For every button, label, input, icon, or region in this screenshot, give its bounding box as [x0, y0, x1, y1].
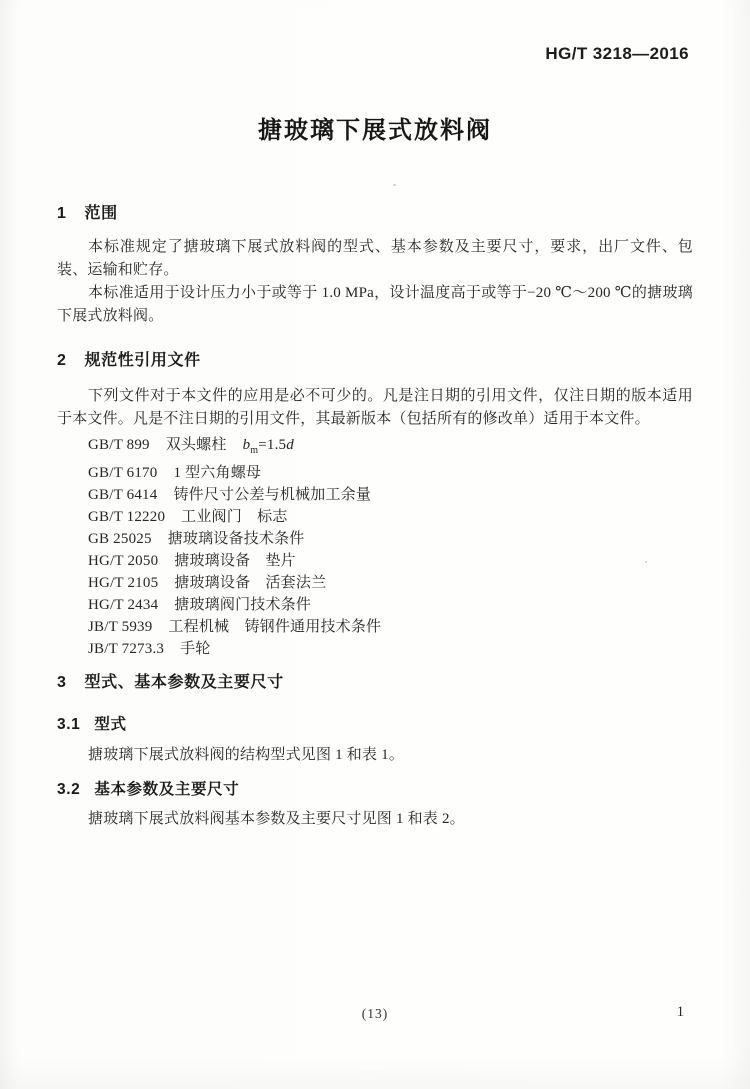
reference-item — [88, 594, 693, 616]
reference-item — [88, 484, 693, 506]
section-3-2-heading — [57, 777, 693, 799]
paragraph-references-intro: 下列文件对于本文件的应用是必不可少的。凡是注日期的引用文件，仅注日期的版本适用于本文件。凡是不注日期的引用文件，其最新版本（包括所有的修改单）适用于本文件。 — [57, 388, 693, 427]
paragraph-type-ref: 搪玻璃下展式放料阀的结构型式见图 1 和表 1。 — [88, 747, 405, 763]
section-title: 型式 — [94, 716, 127, 733]
section-3-heading — [57, 669, 693, 692]
reference-code: GB/T 899 — [88, 437, 150, 453]
reference-title: 搪玻璃设备 垫片 — [174, 553, 296, 569]
reference-formula: $b_m=1.5d$ — [242, 437, 294, 456]
reference-code: JB/T 7273.3 — [88, 641, 165, 657]
reference-title: 搪玻璃设备技术条件 — [167, 531, 305, 547]
section-number: 3.1 — [57, 716, 81, 733]
reference-item — [88, 638, 693, 660]
page-number: 1 — [676, 1004, 684, 1020]
scan-speck — [393, 184, 396, 186]
section-number: 3 — [57, 674, 67, 691]
footer-volume-number: (13) — [361, 1006, 389, 1021]
reference-item — [88, 616, 693, 638]
paragraph-scope-2: 本标准适用于设计压力小于或等于 1.0 MPa，设计温度高于或等于−20 ℃～200 ℃的搪玻璃下展式放料阀。 — [57, 285, 693, 324]
document-title: 搪玻璃下展式放料阀 — [258, 117, 492, 144]
reference-code: HG/T 2434 — [88, 597, 159, 613]
section-title: 型式、基本参数及主要尺寸 — [84, 674, 284, 691]
reference-title: 1 型六角螺母 — [173, 465, 262, 481]
reference-title: 工程机械 铸钢件通用技术条件 — [168, 619, 382, 635]
reference-item — [88, 462, 693, 484]
section-title: 基本参数及主要尺寸 — [94, 781, 240, 798]
reference-code: GB 25025 — [88, 531, 152, 547]
section-number: 1 — [57, 205, 67, 222]
section-1-heading — [57, 200, 693, 223]
paragraph-parameters-ref: 搪玻璃下展式放料阀基本参数及主要尺寸见图 1 和表 2。 — [88, 811, 465, 827]
section-3-1-heading — [57, 712, 693, 734]
reference-item — [88, 572, 693, 594]
scan-speck — [645, 561, 647, 563]
reference-code: GB/T 6414 — [88, 487, 158, 503]
section-title: 范围 — [84, 205, 118, 222]
section-1-body — [57, 236, 693, 328]
reference-item — [88, 550, 693, 572]
reference-title: 双头螺柱 — [165, 437, 227, 453]
reference-item — [88, 528, 693, 550]
reference-code: HG/T 2050 — [88, 553, 159, 569]
reference-code: GB/T 12220 — [88, 509, 166, 525]
reference-code: HG/T 2105 — [88, 575, 159, 591]
reference-title: 搪玻璃阀门技术条件 — [174, 597, 312, 613]
references-list — [57, 434, 693, 660]
reference-item — [88, 506, 693, 528]
section-number: 2 — [57, 352, 67, 369]
paragraph-scope-1: 本标准规定了搪玻璃下展式放料阀的型式、基本参数及主要尺寸，要求，出厂文件、包装、运输和贮存。 — [57, 239, 693, 278]
section-number: 3.2 — [57, 781, 81, 798]
reference-code: JB/T 5939 — [88, 619, 153, 635]
section-title: 规范性引用文件 — [84, 352, 201, 369]
section-2-heading — [57, 347, 693, 370]
reference-title: 手轮 — [180, 641, 211, 657]
reference-title: 铸件尺寸公差与机械加工余量 — [173, 487, 372, 503]
reference-title: 搪玻璃设备 活套法兰 — [174, 575, 327, 591]
reference-title: 工业阀门 标志 — [181, 509, 288, 525]
reference-code: GB/T 6170 — [88, 465, 158, 481]
standard-number: HG/T 3218—2016 — [545, 44, 689, 63]
reference-item — [88, 434, 693, 462]
